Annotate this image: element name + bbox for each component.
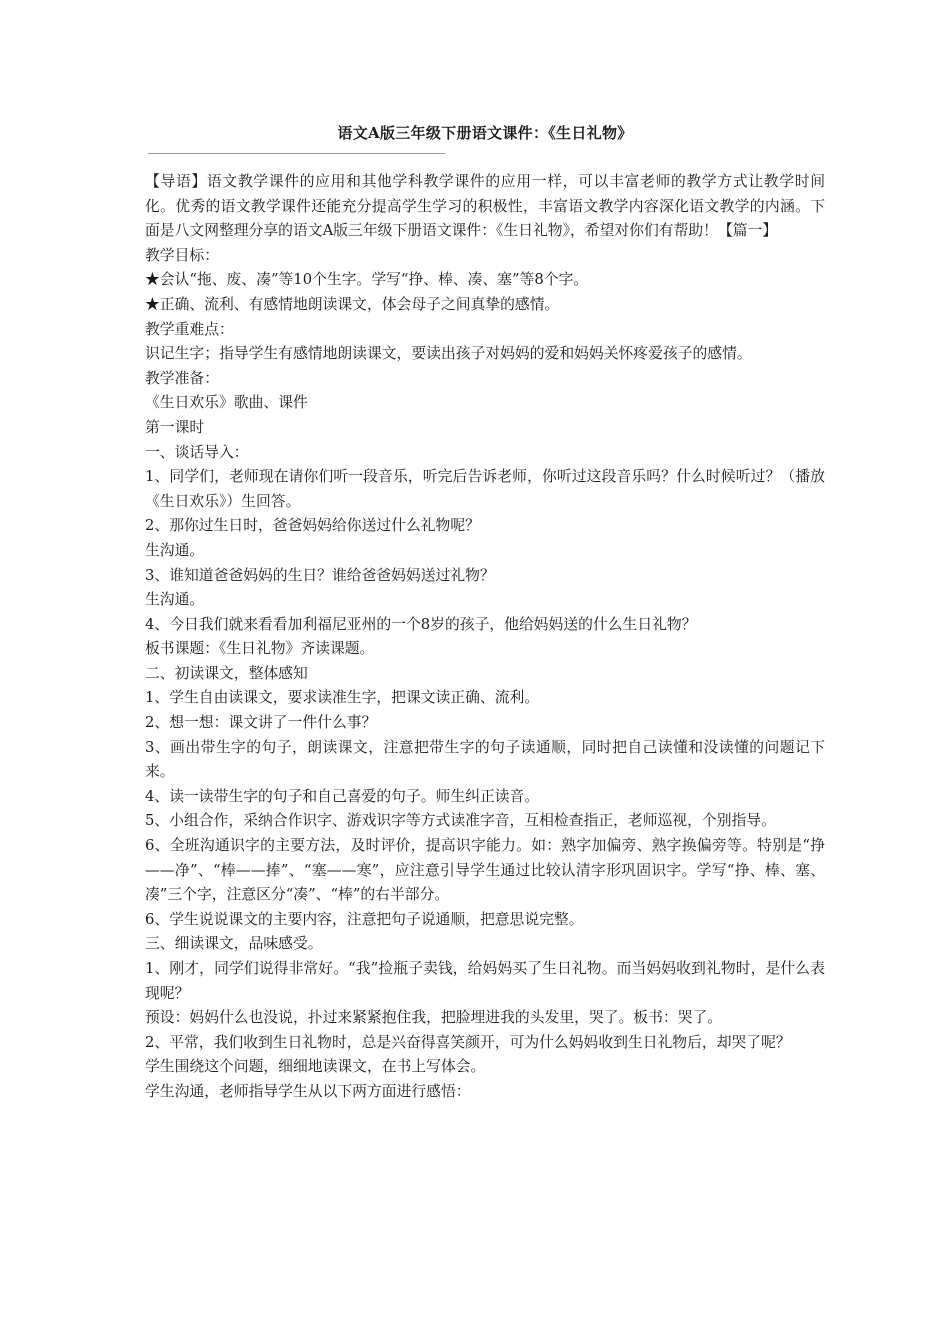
paragraph: 1、学生自由读课文，要求读准生字，把课文读正确、流利。 <box>145 689 540 707</box>
paragraph: 6、全班沟通识字的主要方法，及时评价，提高识字能力。如：熟字加偏旁、熟字换偏旁等。特别是“挣——净”、“棒——捧”、“塞——寒”，应注意引导学生通过比较认清字形巩固识字。学写“挣、棒、塞、凑”三个字，注意区分“凑”、“棒”的右半部分。 <box>145 837 825 904</box>
intro-paragraph: 【导语】语文教学课件的应用和其他学科教学课件的应用一样，可以丰富老师的教学方式让教学时间化。优秀的语文教学课件还能充分提高学生学习的积极性，丰富语文教学内容深化语文教学的内涵。下面是八文网整理分享的语文A版三年级下册语文课件：《生日礼物》，希望对你们有帮助！【篇一】 <box>145 173 825 240</box>
paragraph: 2、平常，我们收到生日礼物时，总是兴奋得喜笑颜开，可为什么妈妈收到生日礼物后，却哭了呢？ <box>145 1033 791 1051</box>
goal-item: ★会认“拖、废、凑”等10个生字。学写“挣、棒、凑、塞”等8个字。 <box>145 271 589 289</box>
paragraph: 5、小组合作，采纳合作识字、游戏识字等方式读准字音，互相检查指正，老师巡视，个别指导。 <box>145 812 776 830</box>
paragraph: 4、读一读带生字的句子和自己喜爱的句子。师生纠正读音。 <box>145 787 540 805</box>
paragraph: 学生围绕这个问题，细细地读课文，在书上写体会。 <box>145 1058 486 1076</box>
paragraph: 1、同学们，老师现在请你们听一段音乐，听完后告诉老师，你听过这段音乐吗？什么时候听过？（播放《生日欢乐》）生回答。 <box>145 468 825 510</box>
document-title: 语文A版三年级下册语文课件：《生日礼物》 <box>337 124 633 142</box>
paragraph: 4、今日我们就来看看加利福尼亚州的一个8岁的孩子，他给妈妈送的什么生日礼物？ <box>145 615 697 633</box>
paragraph: 《生日欢乐》歌曲、课件 <box>145 394 308 412</box>
title-divider: —————————————————————————————————————— <box>148 146 446 161</box>
paragraph: 3、画出带生字的句子，朗读课文，注意把带生字的句子读通顺，同时把自己读懂和没读懂的问题记下来。 <box>145 738 825 781</box>
paragraph: 2、那你过生日时，爸爸妈妈给你送过什么礼物呢？ <box>145 517 480 535</box>
paragraph: 学生沟通，老师指导学生从以下两方面进行感悟： <box>145 1082 471 1100</box>
paragraph: 预设：妈妈什么也没说，扑过来紧紧抱住我，把脸埋进我的头发里，哭了。板书：哭了。 <box>145 1009 723 1027</box>
document-body <box>145 170 825 1105</box>
paragraph: 识记生字；指导学生有感情地朗读课文，要读出孩子对妈妈的爱和妈妈关怀疼爱孩子的感情。 <box>145 345 752 363</box>
goal-item: ★正确、流利、有感情地朗读课文，体会母子之间真挚的感情。 <box>145 295 560 313</box>
section-heading: 一、谈话导入： <box>145 443 249 461</box>
paragraph: 2、想一想：课文讲了一件什么事？ <box>145 714 377 732</box>
lesson-heading: 第一课时 <box>145 418 205 436</box>
paragraph: 板书课题：《生日礼物》齐读课题。 <box>145 640 375 658</box>
paragraph: 6、学生说说课文的主要内容，注意把句子说通顺，把意思说完整。 <box>145 910 584 928</box>
paragraph: 生沟通。 <box>145 541 205 559</box>
section-heading-goals: 教学目标： <box>145 246 219 264</box>
paragraph: 1、刚才，同学们说得非常好。“我”捡瓶子卖钱，给妈妈买了生日礼物。而当妈妈收到礼物时，是什么表现呢？ <box>145 960 825 1002</box>
section-heading-key-points: 教学重难点： <box>145 320 234 338</box>
section-heading: 二、初读课文，整体感知 <box>145 664 308 682</box>
paragraph: 3、谁知道爸爸妈妈的生日？谁给爸爸妈妈送过礼物？ <box>145 566 495 584</box>
section-heading: 三、细读课文，品味感受。 <box>145 935 323 953</box>
document-page <box>145 122 825 1105</box>
section-heading-preparation: 教学准备： <box>145 369 219 387</box>
paragraph: 生沟通。 <box>145 591 205 609</box>
